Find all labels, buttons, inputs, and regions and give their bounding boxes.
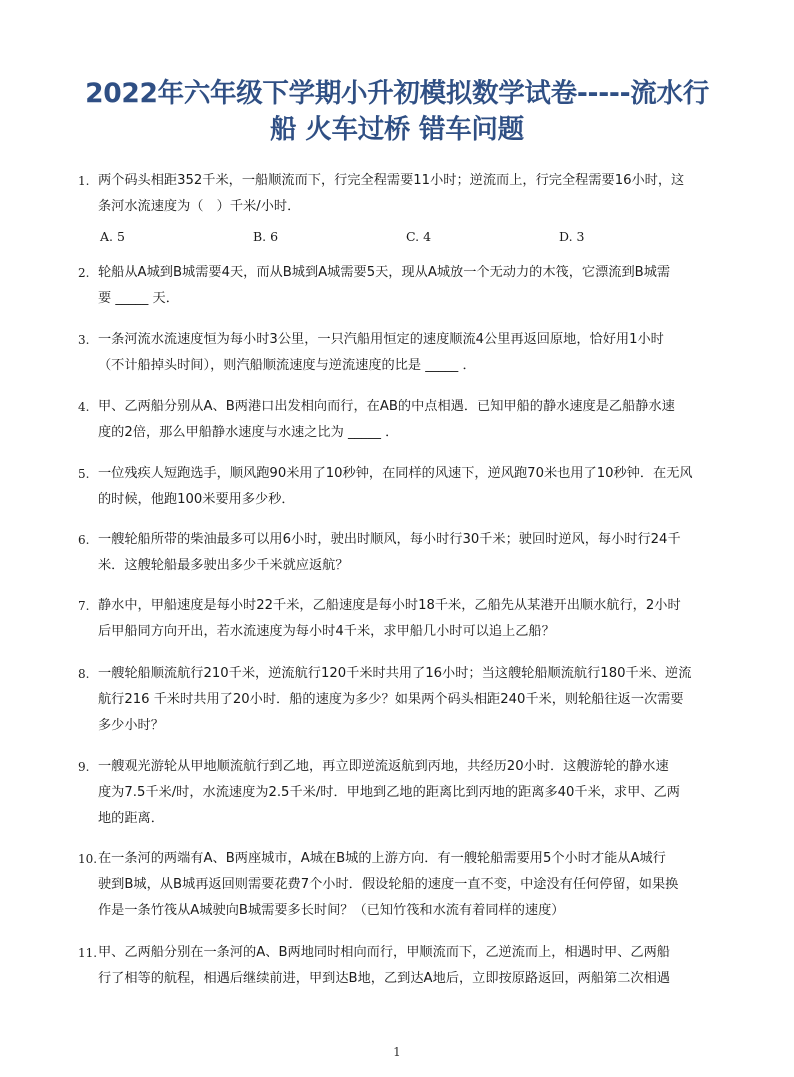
question-number: 8. <box>78 667 90 681</box>
question-number: 5. <box>78 467 90 481</box>
question-number: 4. <box>78 400 90 414</box>
question-number: 11. <box>78 946 98 960</box>
question-number: 9. <box>78 760 90 774</box>
option-a: A. 5 <box>100 229 125 244</box>
question-number: 3. <box>78 333 90 347</box>
question-number: 1. <box>78 174 90 188</box>
question-text: 一条河流水流速度恒为每小时3公里，一只汽船用恒定的速度顺流4公里再返回原地，恰好用1小时 （不计船掉头时间），则汽船顺流速度与逆流速度的比是 _____ ． <box>98 332 664 373</box>
question-number: 7. <box>78 599 90 613</box>
question-text: 一艘轮船顺流航行210千米，逆流航行120千米时共用了16小时；当这艘轮船顺流航行180千米、逆流 航行216 千米时共用了20小时．船的速度为多少？如果两个码头相距240千米，则轮船往返一次需要 多少小时？ <box>98 666 692 733</box>
question-text: 静水中，甲船速度是每小时22千米，乙船速度是每小时18千米，乙船先从某港开出顺水航行，2小时 后甲船同方向开出，若水流速度为每小时4千米，求甲船几小时可以追上乙船？ <box>98 598 681 639</box>
question-text: 一艘观光游轮从甲地顺流航行到乙地，再立即逆流返航到丙地，共经历20小时．这艘游轮的静水速 度为7.5千米/时，水流速度为2.5千米/时．甲地到乙地的距离比到丙地的距离多40千米，求甲、乙两 地的距离． <box>98 759 680 826</box>
question-number: 10. <box>78 852 98 866</box>
question-number: 6. <box>78 533 90 547</box>
question-text: 一艘轮船所带的柴油最多可以用6小时，驶出时顺风，每小时行30千米；驶回时逆风，每小时行24千 米．这艘轮船最多驶出多少千米就应返航？ <box>98 532 681 573</box>
page-number: 1 <box>393 1045 401 1059</box>
question-text: 甲、乙两船分别从A、B两港口出发相向而行，在AB的中点相遇．已知甲船的静水速度是乙船静水速 度的2倍，那么甲船静水速度与水速之比为 _____ ． <box>98 399 675 440</box>
question-text: 一位残疾人短跑选手，顺风跑90米用了10秒钟，在同样的风速下，逆风跑70米也用了10秒钟．在无风 的时候，他跑100米要用多少秒． <box>98 466 693 507</box>
question-text: 两个码头相距352千米，一船顺流而下，行完全程需要11小时；逆流而上，行完全程需要16小时，这 条河水流速度为（ ）千米/小时． <box>98 173 685 214</box>
option-b: B. 6 <box>253 229 279 244</box>
page-title <box>60 76 734 148</box>
title-line-2: 船 火车过桥 错车问题 <box>270 114 524 145</box>
option-d: D. 3 <box>559 229 585 244</box>
title-line-1: 2022年六年级下学期小升初模拟数学试卷-----流水行 <box>85 78 709 109</box>
question-number: 2. <box>78 266 90 280</box>
option-c: C. 4 <box>406 229 432 244</box>
question-text: 甲、乙两船分别在一条河的A、B两地同时相向而行，甲顺流而下，乙逆流而上，相遇时甲、乙两船 行了相等的航程，相遇后继续前进，甲到达B地，乙到达A地后，立即按原路返回，两船第二次相遇 <box>98 945 670 986</box>
question-text: 轮船从A城到B城需要4天，而从B城到A城需要5天，现从A城放一个无动力的木筏，它漂流到B城需 要 _____ 天． <box>98 265 671 306</box>
question-text: 在一条河的两端有A、B两座城市，A城在B城的上游方向．有一艘轮船需要用5个小时才能从A城行 驶到B城，从B城再返回则需要花费7个小时．假设轮船的速度一直不变，中途没有任何停留，如果换 作是一条竹筏从A城驶向B城需要多长时间？（已知竹筏和水流有着同样的速度） <box>98 851 679 918</box>
